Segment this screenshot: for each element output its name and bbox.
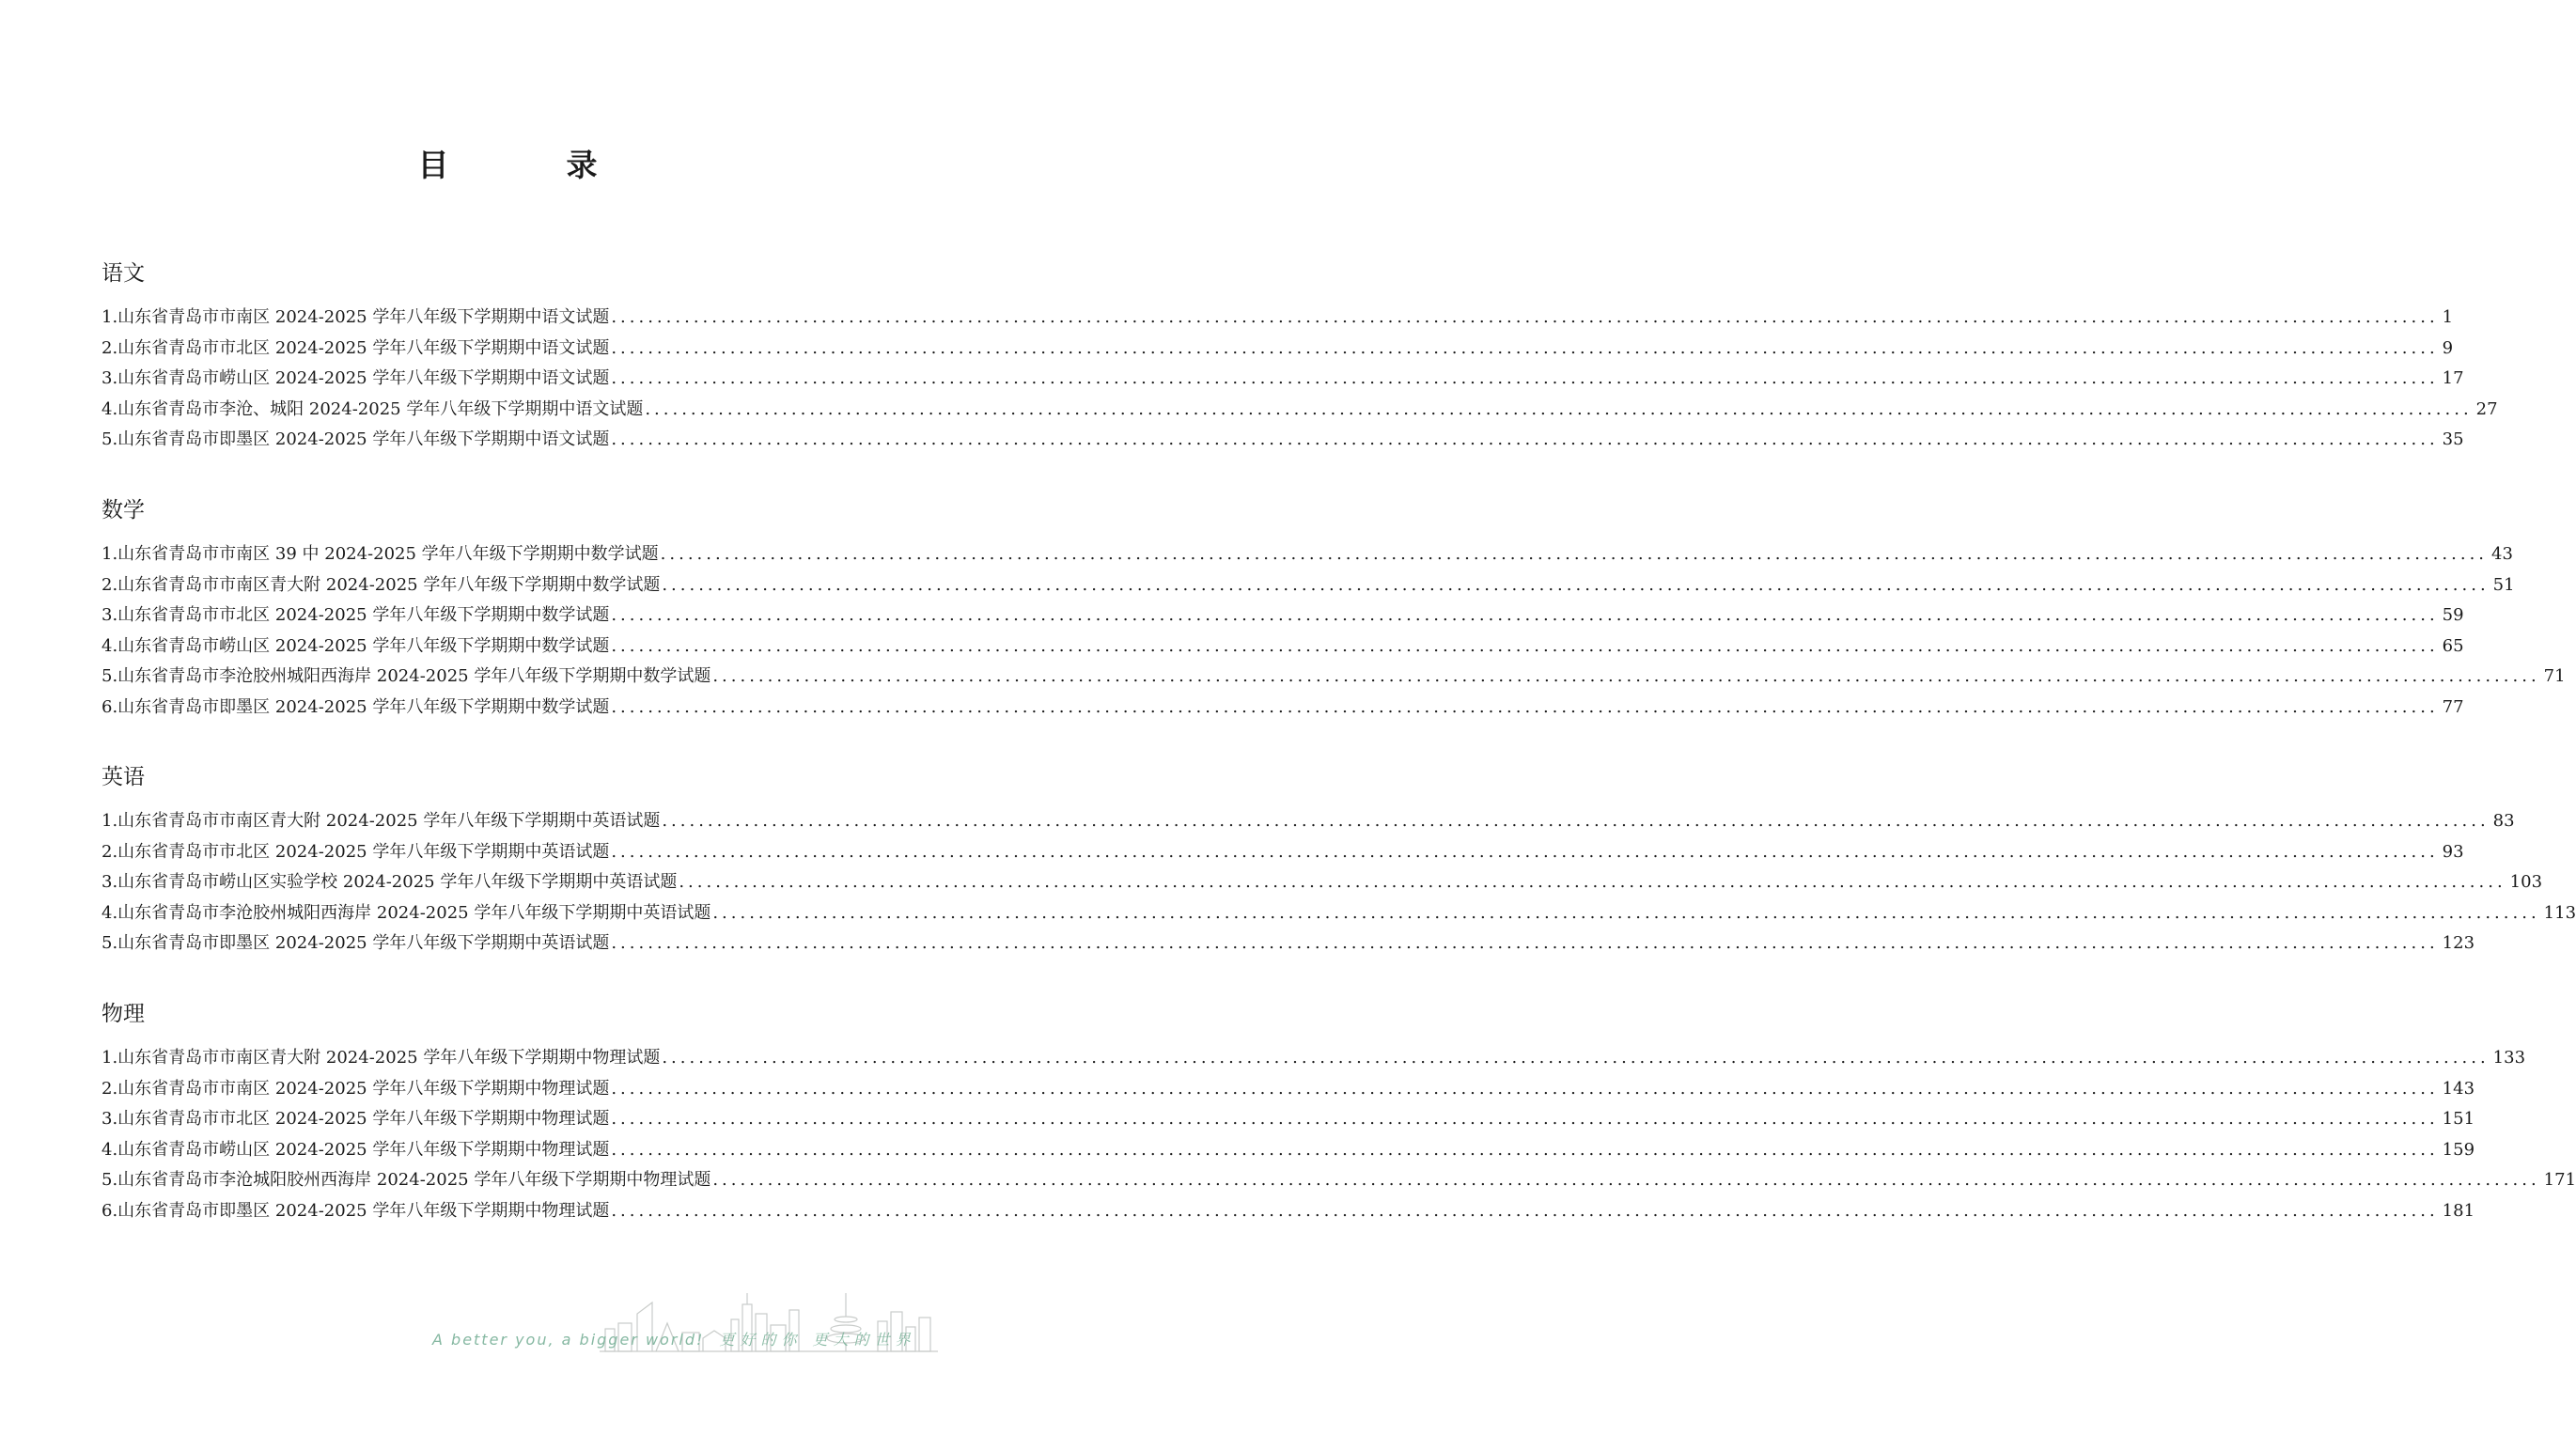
toc-entry-title: 5.山东省青岛市李沧胶州城阳西海岸 2024-2025 学年八年级下学期期中数学试题: [101, 666, 711, 687]
toc-leader-dots: ........................................................................................................................................................................................................: [660, 544, 2489, 564]
toc-entry[interactable]: [101, 662, 2566, 693]
toc-page-number: 93: [2442, 841, 2464, 862]
toc-leader-dots: ........................................................................................................................................................................................................: [611, 337, 2439, 358]
toc-entry[interactable]: [101, 1074, 2475, 1105]
toc-entry-title: 3.山东省青岛市崂山区 2024-2025 学年八年级下学期期中语文试题: [101, 368, 610, 389]
toc-page-number: 159: [2442, 1139, 2475, 1160]
toc-leader-dots: ........................................................................................................................................................................................................: [662, 574, 2490, 595]
toc-page-number: 113: [2543, 902, 2576, 923]
toc-entry[interactable]: [101, 1135, 2475, 1166]
toc-page-number: 35: [2442, 429, 2464, 450]
toc-entry-title: 2.山东省青岛市市南区 2024-2025 学年八年级下学期期中物理试题: [101, 1078, 610, 1099]
toc-entry[interactable]: [101, 539, 2513, 570]
toc-entry-title: 1.山东省青岛市市南区 2024-2025 学年八年级下学期期中语文试题: [101, 307, 610, 327]
footer-slogan-en: A better you, a bigger world!: [432, 1331, 705, 1349]
toc-leader-dots: ........................................................................................................................................................................................................: [611, 368, 2439, 389]
toc-page-number: 43: [2491, 544, 2513, 564]
toc-entry-title: 4.山东省青岛市李沧胶州城阳西海岸 2024-2025 学年八年级下学期期中英语试题: [101, 902, 711, 923]
toc-entry[interactable]: [101, 570, 2515, 601]
toc-entry-title: 2.山东省青岛市市南区青大附 2024-2025 学年八年级下学期期中数学试题: [101, 574, 661, 595]
page-title: 目 录: [417, 147, 641, 183]
toc-page-number: 103: [2509, 872, 2543, 893]
toc-entry-title: 3.山东省青岛市崂山区实验学校 2024-2025 学年八年级下学期期中英语试题: [101, 872, 678, 893]
toc-entry-title: 3.山东省青岛市市北区 2024-2025 学年八年级下学期期中物理试题: [101, 1109, 610, 1130]
toc-page-number: 71: [2543, 666, 2566, 687]
toc-entry[interactable]: [101, 837, 2464, 868]
toc-page-number: 151: [2442, 1109, 2475, 1130]
toc-page-number: 143: [2442, 1078, 2475, 1099]
toc-entry[interactable]: [101, 867, 2543, 898]
toc-entry[interactable]: [101, 601, 2464, 632]
toc-entry[interactable]: [101, 334, 2454, 365]
toc-entry-title: 5.山东省青岛市李沧城阳胶州西海岸 2024-2025 学年八年级下学期期中物理试题: [101, 1170, 711, 1191]
toc-leader-dots: ........................................................................................................................................................................................................: [611, 1139, 2439, 1160]
toc-entry[interactable]: [101, 806, 2515, 837]
toc-entry-title: 4.山东省青岛市李沧、城阳 2024-2025 学年八年级下学期期中语文试题: [101, 398, 644, 419]
section-heading: 数学: [101, 498, 145, 523]
toc-entry-title: 6.山东省青岛市即墨区 2024-2025 学年八年级下学期期中数学试题: [101, 696, 610, 717]
toc-entry-title: 2.山东省青岛市市北区 2024-2025 学年八年级下学期期中英语试题: [101, 841, 610, 862]
toc-entry-title: 1.山东省青岛市市南区 39 中 2024-2025 学年八年级下学期期中数学试题: [101, 544, 659, 564]
toc-leader-dots: ........................................................................................................................................................................................................: [679, 872, 2506, 893]
toc-entry-title: 4.山东省青岛市崂山区 2024-2025 学年八年级下学期期中数学试题: [101, 635, 610, 656]
toc-page-number: 59: [2442, 605, 2464, 626]
toc-entry[interactable]: [101, 1104, 2475, 1135]
toc-entry-title: 3.山东省青岛市市北区 2024-2025 学年八年级下学期期中数学试题: [101, 605, 610, 626]
toc-entry[interactable]: [101, 1196, 2475, 1227]
toc-leader-dots: ........................................................................................................................................................................................................: [611, 1109, 2439, 1130]
toc-entry[interactable]: [101, 632, 2464, 663]
toc-entry-title: 1.山东省青岛市市南区青大附 2024-2025 学年八年级下学期期中物理试题: [101, 1048, 661, 1068]
toc-entry-title: 5.山东省青岛市即墨区 2024-2025 学年八年级下学期期中英语试题: [101, 933, 610, 954]
toc-leader-dots: ........................................................................................................................................................................................................: [712, 666, 2540, 687]
toc-leader-dots: ........................................................................................................................................................................................................: [611, 1200, 2439, 1221]
toc-leader-dots: ........................................................................................................................................................................................................: [611, 933, 2439, 954]
toc-leader-dots: ........................................................................................................................................................................................................: [712, 902, 2540, 923]
toc-page-number: 171: [2543, 1170, 2576, 1191]
footer-slogan: [432, 1329, 940, 1351]
toc-entry-title: 1.山东省青岛市市南区青大附 2024-2025 学年八年级下学期期中英语试题: [101, 811, 661, 831]
toc-section: [101, 763, 2576, 959]
section-heading: 语文: [101, 261, 145, 286]
toc-leader-dots: ........................................................................................................................................................................................................: [712, 1170, 2540, 1191]
toc-entry[interactable]: [101, 395, 2498, 426]
toc-page-number: 1: [2442, 307, 2454, 327]
toc-section: [101, 1000, 2576, 1227]
footer-slogan-cn: 更好的你 更大的世界: [719, 1331, 916, 1349]
toc-leader-dots: ........................................................................................................................................................................................................: [611, 635, 2439, 656]
toc-entry[interactable]: [101, 693, 2464, 724]
toc-leader-dots: ........................................................................................................................................................................................................: [611, 605, 2439, 626]
toc-leader-dots: ........................................................................................................................................................................................................: [662, 1048, 2490, 1068]
toc-entry[interactable]: [101, 1165, 2576, 1196]
toc-entry[interactable]: [101, 425, 2464, 456]
toc-entry-title: 4.山东省青岛市崂山区 2024-2025 学年八年级下学期期中物理试题: [101, 1139, 610, 1160]
toc-page-number: 123: [2442, 933, 2475, 954]
toc-entry[interactable]: [101, 303, 2454, 334]
toc-leader-dots: ........................................................................................................................................................................................................: [662, 811, 2490, 831]
toc-entry[interactable]: [101, 364, 2464, 395]
toc-entry-title: 6.山东省青岛市即墨区 2024-2025 学年八年级下学期期中物理试题: [101, 1200, 610, 1221]
toc-page-number: 133: [2492, 1048, 2526, 1068]
toc-leader-dots: ........................................................................................................................................................................................................: [611, 307, 2439, 327]
toc-entry-title: 5.山东省青岛市即墨区 2024-2025 学年八年级下学期期中语文试题: [101, 429, 610, 450]
toc-page-number: 51: [2492, 574, 2515, 595]
toc-leader-dots: ........................................................................................................................................................................................................: [611, 841, 2439, 862]
toc-entry[interactable]: [101, 1043, 2526, 1074]
toc-page-number: 27: [2475, 398, 2498, 419]
toc-page-number: 65: [2442, 635, 2464, 656]
section-heading: 物理: [101, 1002, 145, 1026]
toc-leader-dots: ........................................................................................................................................................................................................: [645, 398, 2473, 419]
toc-leader-dots: ........................................................................................................................................................................................................: [611, 429, 2439, 450]
toc-page-number: 9: [2442, 337, 2454, 358]
toc-leader-dots: ........................................................................................................................................................................................................: [611, 1078, 2439, 1099]
toc-page-number: 83: [2492, 811, 2515, 831]
toc-entry[interactable]: [101, 898, 2576, 929]
toc-section: [101, 259, 2498, 456]
toc-entry[interactable]: [101, 928, 2475, 959]
toc-entry-title: 2.山东省青岛市市北区 2024-2025 学年八年级下学期期中语文试题: [101, 337, 610, 358]
toc-section: [101, 496, 2566, 724]
toc-page-number: 77: [2442, 696, 2464, 717]
toc-leader-dots: ........................................................................................................................................................................................................: [611, 696, 2439, 717]
toc-page-number: 181: [2442, 1200, 2475, 1221]
section-heading: 英语: [101, 765, 145, 789]
toc-page-number: 17: [2442, 368, 2464, 389]
